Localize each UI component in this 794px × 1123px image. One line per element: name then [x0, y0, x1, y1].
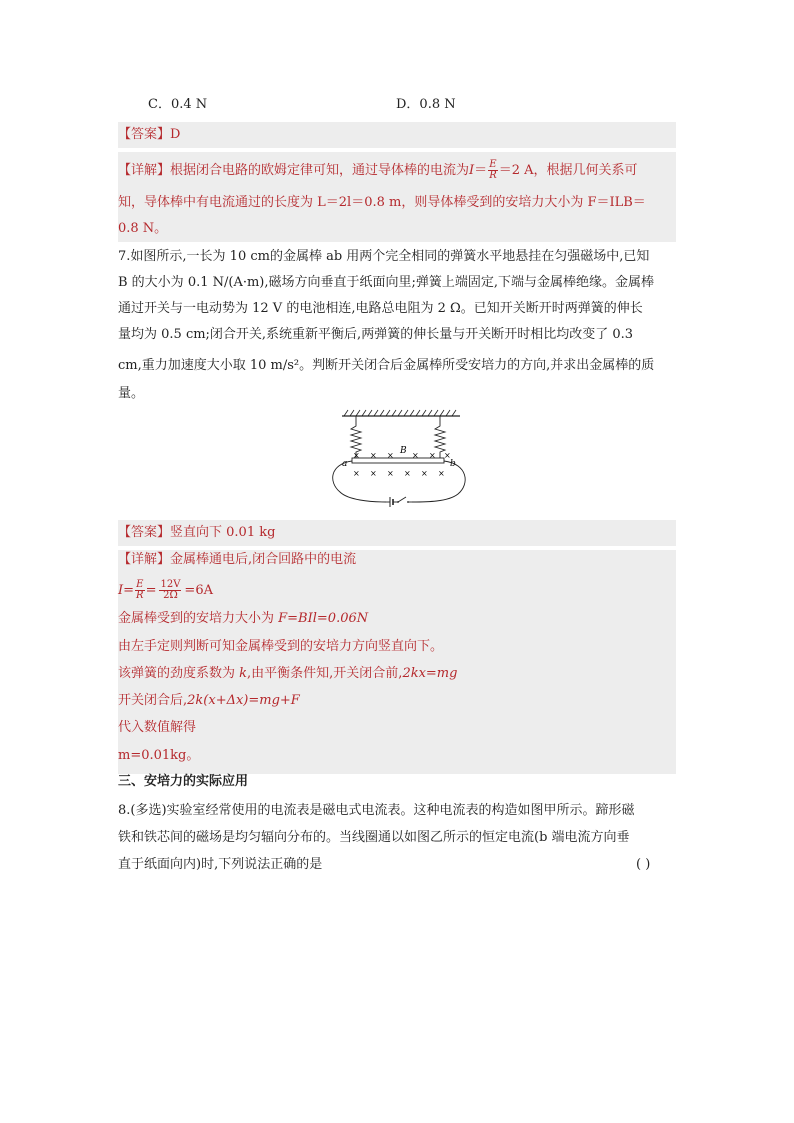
detail-q7-line4: 由左手定则判断可知金属棒受到的安培力方向竖直向下。 — [118, 639, 444, 654]
ceiling-hatch — [344, 410, 456, 416]
label-a: a — [342, 459, 348, 469]
switch-icon — [398, 497, 406, 502]
formula: F=BIl=0.06N — [278, 611, 369, 626]
answer-bracket: ( ) — [636, 857, 651, 872]
answer-q6 — [118, 126, 180, 144]
cross-mark: × — [370, 451, 377, 460]
q7-line6: 量。 — [118, 386, 145, 401]
cross-mark: × — [387, 469, 394, 478]
cross-mark: × — [370, 469, 377, 478]
frac-num: E — [136, 579, 144, 590]
detail-text: ,由平衡条件知,开关闭合前, — [247, 666, 403, 681]
eq-mid: = — [145, 583, 157, 598]
equals-sign: ＝ — [474, 163, 488, 178]
detail-q7-line1 — [118, 551, 356, 569]
answer-value: 竖直向下 0.01 kg — [170, 525, 276, 540]
spring-rod-circuit-figure — [326, 408, 476, 512]
detail-q7-line5 — [118, 665, 457, 683]
detail-q6-line1 — [118, 160, 638, 181]
q7-line2: B 的大小为 0.1 N/(A·m),磁场方向垂直于纸面向里;弹簧上端固定,下端与金属棒绝缘。金属棒 — [118, 275, 655, 290]
detail-text: 金属棒通电后,闭合回路中的电流 — [170, 552, 357, 567]
cross-mark: × — [444, 451, 451, 460]
detail-tag: 【详解】 — [118, 552, 171, 567]
cross-mark: × — [353, 451, 360, 460]
section-title: 三、安培力的实际应用 — [118, 774, 249, 789]
option-d: D．0.8 N — [396, 97, 456, 112]
cross-mark: × — [353, 469, 360, 478]
answer-tag: 【答案】 — [118, 127, 171, 142]
q8-line1: 8.(多选)实验室经常使用的电流表是磁电式电流表。这种电流表的构造如图甲所示。蹄形磁 — [118, 803, 635, 818]
fraction-e-over-r — [488, 160, 498, 181]
symbol-I: I — [469, 163, 475, 178]
circuit-wire-left — [333, 461, 386, 502]
circuit-wire-right — [412, 461, 465, 502]
symbol-k: k — [239, 666, 248, 681]
detail-q7-line3 — [118, 610, 368, 628]
detail-q7-line7: 代入数值解得 — [118, 720, 197, 735]
cross-mark: × — [412, 451, 419, 460]
q7-line3: 通过开关与一电动势为 12 V 的电池相连,电路总电阻为 2 Ω。已知开关断开时两弹簧的伸长 — [118, 301, 643, 316]
label-b: b — [450, 459, 456, 469]
detail-text: ＝2 A，根据几何关系可 — [498, 163, 638, 178]
detail-text: 根据闭合电路的欧姆定律可知，通过导体棒的电流为 — [170, 163, 470, 178]
option-c: C．0.4 N — [148, 97, 208, 112]
fraction-12v-over-2ohm — [159, 580, 181, 601]
detail-q7-equation — [118, 580, 213, 601]
formula: 2kx=mg — [402, 666, 458, 681]
frac-num: 12V — [160, 579, 181, 590]
eq-I: I= — [118, 583, 135, 598]
formula: 2k(x+Δx)=mg+F — [187, 693, 300, 708]
detail-q7-line6 — [118, 692, 300, 710]
detail-text: 开关闭合后, — [118, 693, 188, 708]
label-B: B — [400, 446, 407, 456]
eq-end: =6A — [184, 583, 213, 598]
fraction-e-over-r — [135, 580, 145, 601]
q7-line1: 7.如图所示,一长为 10 cm的金属棒 ab 用两个完全相同的弹簧水平地悬挂在匀强磁场中,已知 — [118, 249, 650, 264]
detail-q6-line2: 知，导体棒中有电流通过的长度为 L＝2l＝0.8 m，则导体棒受到的安培力大小为 F＝ILB＝ — [118, 195, 646, 210]
cross-mark: × — [387, 451, 394, 460]
q8-line2: 铁和铁芯间的磁场是均匀辐向分布的。当线圈通以如图乙所示的恒定电流(b 端电流方向垂 — [118, 830, 630, 845]
detail-q7-line8: m=0.01kg。 — [118, 748, 200, 763]
detail-q6-line3: 0.8 N。 — [118, 221, 168, 236]
q7-line4: 量均为 0.5 cm;闭合开关,系统重新平衡后,两弹簧的伸长量与开关断开时相比均改变了 0.3 — [118, 327, 633, 342]
answer-shade-q6 — [118, 122, 676, 148]
answer-value: D — [170, 127, 181, 142]
cross-mark: × — [438, 469, 445, 478]
answer-q7 — [118, 524, 275, 542]
q7-line5: cm,重力加速度大小取 10 m/s²。判断开关闭合后金属棒所受安培力的方向,并求出金属棒的质 — [118, 358, 655, 373]
field-crosses-row2 — [353, 469, 445, 478]
cross-mark: × — [421, 469, 428, 478]
detail-text: 该弹簧的劲度系数为 — [118, 666, 240, 681]
detail-tag: 【详解】 — [118, 163, 171, 178]
cross-mark: × — [429, 451, 436, 460]
frac-num: E — [489, 159, 497, 170]
frac-den: 2Ω — [163, 590, 178, 601]
cross-mark: × — [404, 469, 411, 478]
detail-text: 金属棒受到的安培力大小为 — [118, 611, 279, 626]
answer-tag: 【答案】 — [118, 525, 171, 540]
frac-den: R — [136, 590, 144, 601]
q8-line3: 直于纸面向内)时,下列说法正确的是 — [118, 857, 323, 872]
frac-den: R — [489, 170, 497, 181]
